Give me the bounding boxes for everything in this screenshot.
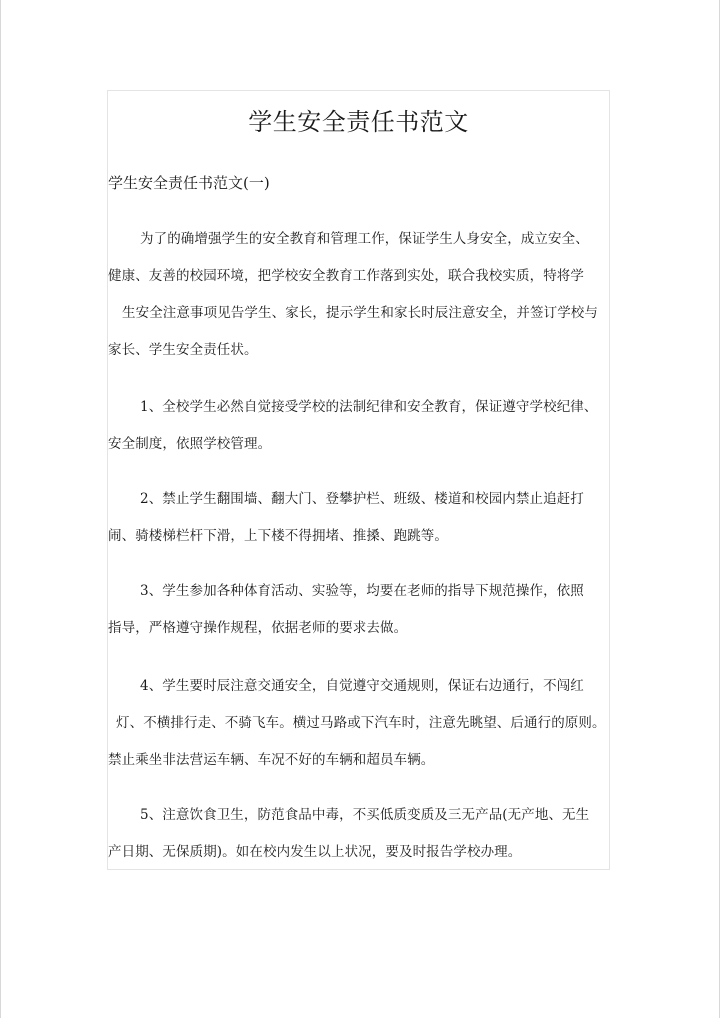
paragraph-line: 灯、不横排行走、不骑飞车。横过马路或下汽车时，注意先眺望、后通行的原则。 <box>116 715 606 731</box>
paragraph-line: 为了的确增强学生的安全教育和管理工作，保证学生人身安全，成立安全、 <box>140 231 589 247</box>
paragraph-line: 闹、骑楼梯栏杆下滑，上下楼不得拥堵、推搡、跑跳等。 <box>108 528 448 544</box>
paragraph-line: 生安全注意事项见告学生、家长，提示学生和家长时辰注意安全，并签订学校与 <box>122 305 598 321</box>
paragraph-line: 安全制度，依照学校管理。 <box>108 436 272 452</box>
item-4-paragraph <box>108 668 608 779</box>
paragraph-line: 3、学生参加各种体育活动、实验等，均要在老师的指导下规范操作，依照 <box>140 583 584 599</box>
document-title: 学生安全责任书范文 <box>248 108 469 136</box>
intro-paragraph <box>108 221 608 369</box>
item-3-paragraph <box>108 573 608 647</box>
paragraph-line: 2、禁止学生翻围墙、翻大门、登攀护栏、班级、楼道和校园内禁止追赶打 <box>140 491 584 507</box>
item-1-paragraph <box>108 389 608 463</box>
paragraph-line: 健康、友善的校园环境，把学校安全教育工作落到实处，联合我校实质，特将学 <box>108 268 584 284</box>
item-2-paragraph <box>108 481 608 555</box>
document-subtitle: 学生安全责任书范文(一) <box>108 174 270 192</box>
paragraph-line: 4、学生要时辰注意交通安全，自觉遵守交通规则，保证右边通行，不闯红 <box>140 678 584 694</box>
paragraph-line: 产日期、无保质期)。如在校内发生以上状况，要及时报告学校办理。 <box>108 844 522 860</box>
paragraph-line: 指导，严格遵守操作规程，依据老师的要求去做。 <box>108 620 408 636</box>
paragraph-line: 5、注意饮食卫生，防范食品中毒，不买低质变质及三无产品(无产地、无生 <box>140 807 590 823</box>
paragraph-line: 禁止乘坐非法营运车辆、车况不好的车辆和超员车辆。 <box>108 752 435 768</box>
paragraph-line: 家长、学生安全责任状。 <box>108 342 258 358</box>
item-5-paragraph <box>108 797 608 871</box>
paragraph-line: 1、全校学生必然自觉接受学校的法制纪律和安全教育，保证遵守学校纪律、 <box>140 399 598 415</box>
